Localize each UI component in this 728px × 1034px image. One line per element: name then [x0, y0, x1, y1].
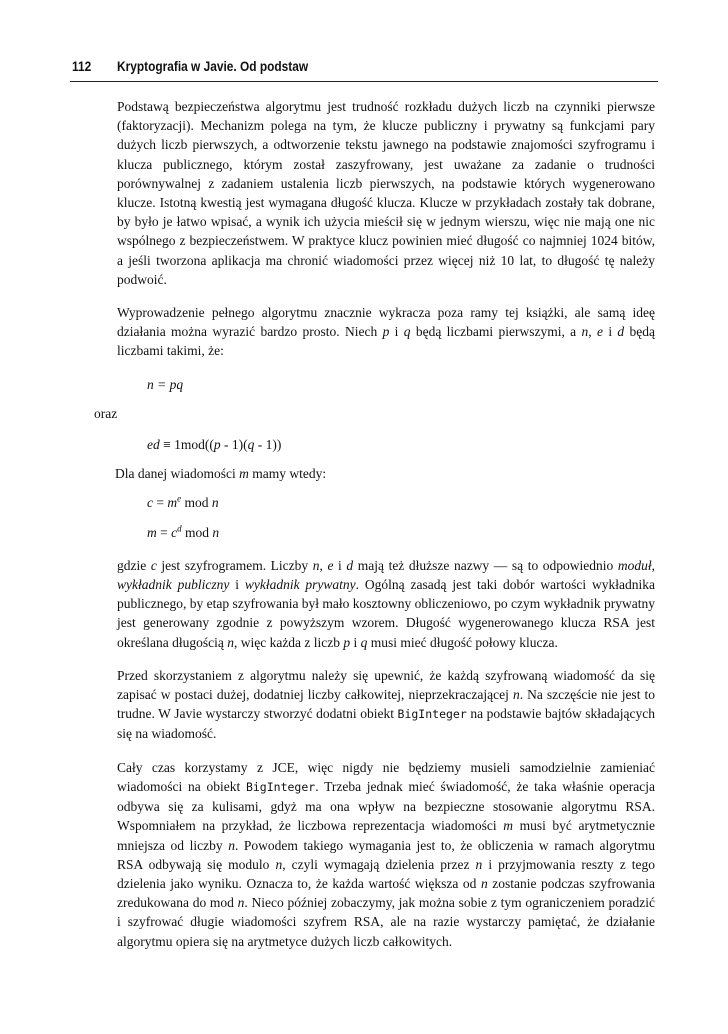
equation-n-pq: n = pq	[147, 376, 184, 392]
code-biginteger: BigInteger	[245, 779, 316, 794]
message-intro: Dla danej wiadomości m mamy wtedy:	[115, 466, 327, 482]
equation-ed: ed ≡ 1mod((p - 1)(q - 1))	[147, 437, 282, 453]
header-rule	[70, 81, 658, 82]
page-number: 112	[72, 58, 92, 74]
page-body	[94, 97, 656, 965]
equation-decrypt: $m = c^d$ mod n	[147, 523, 220, 540]
code-biginteger: BigInteger	[397, 707, 467, 722]
paragraph-1: Podstawą bezpieczeństwa algorytmu jest trudność rozkładu dużych liczb na czynniki pierwsze (faktoryzacji). Mechanizm polega na tym, że klucze publiczny i prywatny są funkcjami pary dużych liczb pierwszych, a odtworzenie tekstu jawnego na podstawie znajomości szyfrogramu i klucza publicznego, którym został zaszyfrowany, jest uważane za zadanie o trudności porównywalnej z zadaniem ustalenia liczb pierwszych, na podstawie których wygenerowano klucze. Istotną kwestią jest wymagana długość klucza. Klucze w przykładach zostały tak dobrane, by było je łatwo wpisać, a wynik ich użycia mieścił się w jednym wierszu, więc nie mają one nic wspólnego z bezpieczeństwem. W praktyce klucz powinien mieć długość co najmniej 1024 bitów, a jeśli tworzona aplikacja ma chronić wiadomości przez więcej niż 10 lat, to długość tę należy podwoić.	[117, 99, 655, 287]
paragraph-5: Cały czas korzystamy z JCE, więc nigdy nie będziemy musieli samodzielnie zamieniać wiadomości na obiekt BigInteger. Trzeba jednak mieć świadomość, że taka właśnie operacja odbywa się za kulisami, gdyż ma ona wpływ na bezpieczne stosowanie algorytmu RSA. Wspomniałem na przykład, że liczbowa reprezentacja wiadomości m musi być arytmetycznie mniejsza od liczby n. Powodem takiego wymagania jest to, że obliczenia w ramach algorytmu RSA odbywają się modulo n, czyli wymagają dzielenia przez n i przyjmowania reszty z tego dzielenia jako wyniku. Oznacza to, że każda wartość większa od n zostanie podczas szyfrowania zredukowana do mod n. Nieco później zobaczymy, jak można sobie z tym ograniczeniem poradzić i szyfrować długie wiadomości szyfrem RSA, ale na razie wystarczy pamiętać, że działanie algorytmu opiera się na arytmetyce dużych liczb całkowitych.	[117, 759, 656, 949]
page-header	[70, 55, 658, 85]
paragraph-3: gdzie c jest szyfrogramem. Liczby n, e i d mają też dłuższe nazwy — są to odpowiednio moduł, wykładnik publiczny i wykładnik prywatny. Ogólną zasadą jest taki dobór wartości wykładnika publicznego, by etap szyfrowania był mało kosztowny obliczeniowo, po czym wykładnik prywatny jest generowany zgodnie z powyższym wzorem. Długość wygenerowanego klucza RSA jest określana długością n, więc każda z liczb p i q musi mieć długość połowy klucza.	[117, 557, 655, 650]
paragraph-4: Przed skorzystaniem z algorytmu należy się upewnić, że każdą szyfrowaną wiadomość da się zapisać w postaci dużej, dodatniej liczby całkowitej, nieprzekraczającej n. Na szczęście nie jest to trudne. W Javie wystarczy stworzyć dodatni obiekt BigInteger na podstawie bajtów składających się na wiadomość.	[117, 667, 655, 742]
equation-encrypt: $c = m^e$ mod n	[147, 493, 219, 511]
running-title: Kryptografia w Javie. Od podstaw	[117, 58, 309, 74]
paragraph-2: Wyprowadzenie pełnego algorytmu znacznie wykracza poza ramy tej książki, ale samą ideę działania można wyrazić bardzo prosto. Niech p i q będą liczbami pierwszymi, a n, e i d będą liczbami takimi, że:	[117, 305, 655, 359]
conjunction-oraz: oraz	[94, 405, 118, 421]
